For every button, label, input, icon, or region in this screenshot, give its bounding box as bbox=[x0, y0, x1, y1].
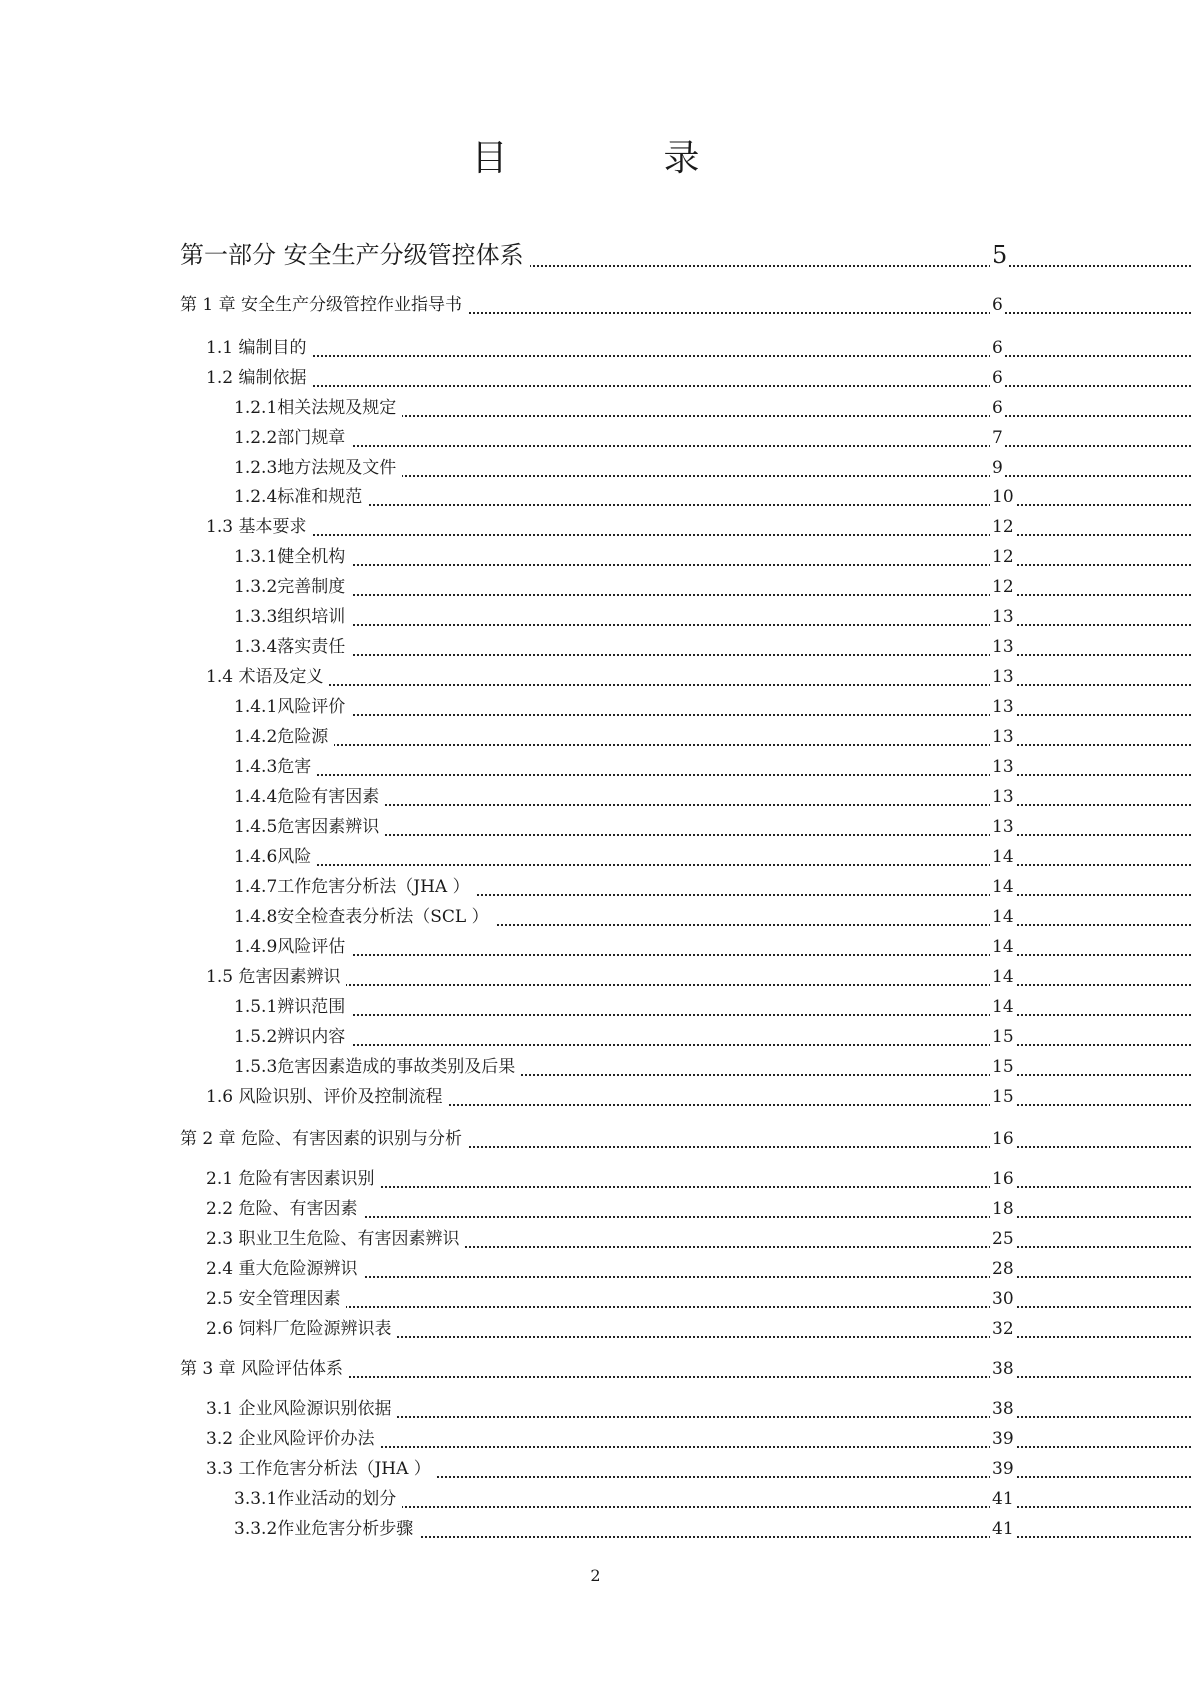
toc-entry-text: 1.4.6风险 bbox=[234, 847, 317, 867]
dot-leader bbox=[206, 984, 1191, 986]
toc-entry-page: 13 bbox=[990, 602, 1016, 632]
toc-entry[interactable] bbox=[234, 632, 1191, 662]
toc-entry-text: 1.4.2危险源 bbox=[234, 727, 334, 747]
toc-entry[interactable] bbox=[234, 722, 1191, 752]
toc-entry-text: 3.1 企业风险源识别依据 bbox=[206, 1399, 397, 1419]
toc-entry[interactable] bbox=[206, 962, 1191, 992]
toc-entry[interactable] bbox=[180, 237, 1191, 273]
toc-entry[interactable] bbox=[206, 512, 1191, 542]
toc-entry[interactable] bbox=[206, 1284, 1191, 1314]
toc-entry[interactable] bbox=[234, 932, 1191, 962]
toc-entry-text: 3.3 工作危害分析法（JHA ） bbox=[206, 1459, 437, 1479]
toc-entry-text: 第 2 章 危险、有害因素的识别与分析 bbox=[180, 1129, 468, 1149]
toc-entry[interactable] bbox=[234, 1022, 1191, 1052]
toc-entry-text: 2.3 职业卫生危险、有害因素辨识 bbox=[206, 1229, 465, 1249]
toc-entry-page: 41 bbox=[990, 1484, 1016, 1514]
toc-entry[interactable] bbox=[234, 872, 1191, 902]
toc-entry[interactable] bbox=[234, 453, 1191, 483]
toc-entry-page: 12 bbox=[990, 572, 1016, 602]
dot-leader bbox=[234, 774, 1191, 776]
toc-entry-page: 32 bbox=[990, 1314, 1016, 1344]
toc-entry-text: 1.3.1健全机构 bbox=[234, 547, 351, 567]
toc-entry[interactable] bbox=[234, 393, 1191, 423]
toc-entry-text: 1.2.2部门规章 bbox=[234, 428, 351, 448]
toc-entry[interactable] bbox=[234, 602, 1191, 632]
dot-leader bbox=[234, 624, 1191, 626]
toc-entry-page: 13 bbox=[990, 722, 1016, 752]
toc-entry[interactable] bbox=[180, 290, 1191, 320]
toc-entry-page: 14 bbox=[990, 962, 1016, 992]
toc-entry[interactable] bbox=[234, 1052, 1191, 1082]
toc-entry-page: 28 bbox=[990, 1254, 1016, 1284]
toc-entry[interactable] bbox=[234, 572, 1191, 602]
toc-entry-page: 16 bbox=[990, 1124, 1016, 1154]
toc-entry-text: 1.5.1辨识范围 bbox=[234, 997, 351, 1017]
dot-leader bbox=[234, 594, 1191, 596]
toc-entry-text: 3.3.1作业活动的划分 bbox=[234, 1489, 402, 1509]
toc-entry-text: 第一部分 安全生产分级管控体系 bbox=[180, 241, 530, 269]
toc-entry-text: 1.4.5危害因素辨识 bbox=[234, 817, 385, 837]
dot-leader bbox=[234, 744, 1191, 746]
toc-entry[interactable] bbox=[234, 692, 1191, 722]
toc-entry-page: 13 bbox=[990, 692, 1016, 722]
toc-entry-text: 1.3.2完善制度 bbox=[234, 577, 351, 597]
toc-entry[interactable] bbox=[206, 363, 1191, 393]
dot-leader bbox=[234, 504, 1191, 506]
toc-entry-page: 15 bbox=[990, 1022, 1016, 1052]
toc-entry[interactable] bbox=[206, 1454, 1191, 1484]
toc-entry-text: 1.4.8安全检查表分析法（SCL ） bbox=[234, 907, 495, 927]
dot-leader bbox=[234, 564, 1191, 566]
dot-leader bbox=[234, 864, 1191, 866]
toc-entry[interactable] bbox=[180, 1354, 1191, 1384]
toc-title: 目 录 bbox=[471, 138, 760, 179]
dot-leader bbox=[206, 534, 1191, 536]
toc-entry-page: 14 bbox=[990, 842, 1016, 872]
toc-entry[interactable] bbox=[206, 1082, 1191, 1112]
toc-entry-page: 9 bbox=[990, 453, 1005, 483]
toc-entry-text: 1.4 术语及定义 bbox=[206, 667, 329, 687]
toc-entry-text: 2.4 重大危险源辨识 bbox=[206, 1259, 363, 1279]
toc-entry-page: 13 bbox=[990, 632, 1016, 662]
toc-entry-page: 38 bbox=[990, 1354, 1016, 1384]
toc-entry[interactable] bbox=[234, 423, 1191, 453]
toc-entry[interactable] bbox=[234, 782, 1191, 812]
toc-entry[interactable] bbox=[180, 1124, 1191, 1154]
toc-entry-text: 2.6 饲料厂危险源辨识表 bbox=[206, 1319, 397, 1339]
toc-entry[interactable] bbox=[206, 1394, 1191, 1424]
toc-entry-page: 7 bbox=[990, 423, 1005, 453]
toc-entry-page: 6 bbox=[990, 363, 1005, 393]
toc-entry-text: 1.4.7工作危害分析法（JHA ） bbox=[234, 877, 476, 897]
dot-leader bbox=[234, 954, 1191, 956]
toc-entry[interactable] bbox=[234, 752, 1191, 782]
dot-leader bbox=[206, 684, 1191, 686]
toc-entry-page: 39 bbox=[990, 1424, 1016, 1454]
toc-entry-text: 1.6 风险识别、评价及控制流程 bbox=[206, 1087, 448, 1107]
dot-leader bbox=[234, 445, 1191, 447]
toc-entry-page: 14 bbox=[990, 992, 1016, 1022]
toc-entry-text: 1.4.1风险评价 bbox=[234, 697, 351, 717]
toc-entry[interactable] bbox=[206, 1224, 1191, 1254]
toc-entry-text: 1.3.3组织培训 bbox=[234, 607, 351, 627]
dot-leader bbox=[234, 1044, 1191, 1046]
toc-entry-text: 3.3.2作业危害分析步骤 bbox=[234, 1519, 419, 1539]
dot-leader bbox=[234, 654, 1191, 656]
toc-entry-text: 3.2 企业风险评价办法 bbox=[206, 1429, 380, 1449]
toc-entry[interactable] bbox=[234, 842, 1191, 872]
toc-entry-text: 第 3 章 风险评估体系 bbox=[180, 1359, 349, 1379]
toc-entry-text: 2.1 危险有害因素识别 bbox=[206, 1169, 380, 1189]
toc-entry-text: 1.2.4标准和规范 bbox=[234, 487, 368, 507]
toc-entry[interactable] bbox=[206, 1194, 1191, 1224]
dot-leader bbox=[234, 714, 1191, 716]
toc-entry-text: 1.4.9风险评估 bbox=[234, 937, 351, 957]
dot-leader bbox=[206, 385, 1191, 387]
toc-entry[interactable] bbox=[234, 1484, 1191, 1514]
toc-entry-page: 10 bbox=[990, 482, 1016, 512]
toc-entry[interactable] bbox=[234, 902, 1191, 932]
toc-entry[interactable] bbox=[234, 542, 1191, 572]
toc-entry-page: 14 bbox=[990, 902, 1016, 932]
toc-entry-text: 1.2 编制依据 bbox=[206, 368, 312, 388]
toc-entry-text: 1.2.1相关法规及规定 bbox=[234, 398, 402, 418]
toc-entry-text: 1.2.3地方法规及文件 bbox=[234, 458, 402, 478]
toc-entry[interactable] bbox=[206, 1314, 1191, 1344]
toc-entry[interactable] bbox=[206, 662, 1191, 692]
toc-entry-text: 1.3.4落实责任 bbox=[234, 637, 351, 657]
toc-entry-page: 13 bbox=[990, 662, 1016, 692]
toc-entry-page: 6 bbox=[990, 290, 1005, 320]
toc-entry[interactable] bbox=[234, 482, 1191, 512]
toc-entry-page: 13 bbox=[990, 752, 1016, 782]
toc-entry[interactable] bbox=[206, 1424, 1191, 1454]
dot-leader bbox=[206, 1306, 1191, 1308]
toc-entry-page: 39 bbox=[990, 1454, 1016, 1484]
toc-entry[interactable] bbox=[234, 1514, 1191, 1544]
toc-entry-text: 2.5 安全管理因素 bbox=[206, 1289, 346, 1309]
toc-entry-text: 1.1 编制目的 bbox=[206, 338, 312, 358]
toc-entry-page: 30 bbox=[990, 1284, 1016, 1314]
toc-entry-page: 13 bbox=[990, 812, 1016, 842]
toc-entry[interactable] bbox=[234, 812, 1191, 842]
toc-entry-page: 15 bbox=[990, 1082, 1016, 1112]
toc-entry-page: 12 bbox=[990, 512, 1016, 542]
toc-entry-page: 15 bbox=[990, 1052, 1016, 1082]
toc-entry-text: 2.2 危险、有害因素 bbox=[206, 1199, 363, 1219]
toc-entry-text: 1.4.4危险有害因素 bbox=[234, 787, 385, 807]
toc-entry-page: 38 bbox=[990, 1394, 1016, 1424]
toc-entry-page: 14 bbox=[990, 872, 1016, 902]
toc-entry-page: 6 bbox=[990, 333, 1005, 363]
toc-entry[interactable] bbox=[206, 333, 1191, 363]
toc-entry-page: 13 bbox=[990, 782, 1016, 812]
toc-entry-text: 1.5 危害因素辨识 bbox=[206, 967, 346, 987]
toc-entry-text: 1.5.2辨识内容 bbox=[234, 1027, 351, 1047]
toc-entry-page: 16 bbox=[990, 1164, 1016, 1194]
toc-entry-page: 14 bbox=[990, 932, 1016, 962]
toc-entry-page: 6 bbox=[990, 393, 1005, 423]
toc-entry-text: 1.4.3危害 bbox=[234, 757, 317, 777]
dot-leader bbox=[206, 355, 1191, 357]
toc-entry-page: 25 bbox=[990, 1224, 1016, 1254]
toc-entry-text: 第 1 章 安全生产分级管控作业指导书 bbox=[180, 295, 468, 315]
toc-entry-page: 5 bbox=[990, 237, 1009, 273]
toc-entry-text: 1.3 基本要求 bbox=[206, 517, 312, 537]
toc-entry[interactable] bbox=[234, 992, 1191, 1022]
toc-entry-page: 41 bbox=[990, 1514, 1016, 1544]
dot-leader bbox=[234, 1014, 1191, 1016]
toc-entry[interactable] bbox=[206, 1254, 1191, 1284]
toc-entry-text: 1.5.3危害因素造成的事故类别及后果 bbox=[234, 1057, 521, 1077]
toc-entry[interactable] bbox=[206, 1164, 1191, 1194]
page-number: 2 bbox=[590, 1566, 601, 1585]
toc-entry-page: 12 bbox=[990, 542, 1016, 572]
toc-entry-page: 18 bbox=[990, 1194, 1016, 1224]
